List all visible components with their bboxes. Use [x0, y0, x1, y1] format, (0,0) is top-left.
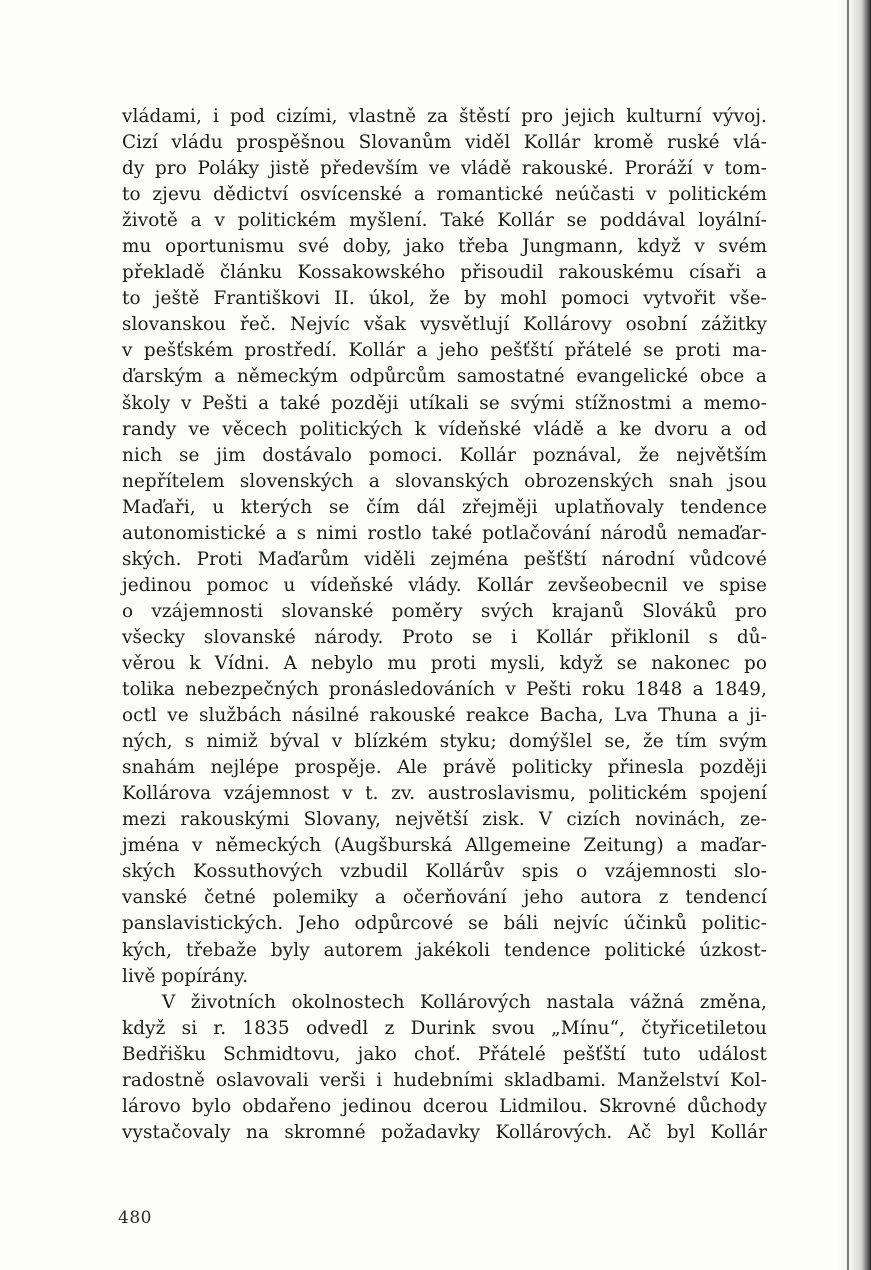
text-line: Cizí vládu prospěšnou Slovanům viděl Kollár kromě ruské vlá- [122, 132, 767, 154]
text-line: octl ve službách násilné rakouské reakce Bacha, Lva Thuna a ji- [122, 705, 767, 727]
text-line: Kollárova vzájemnost v t. zv. austroslavismu, politickém spojení [122, 783, 767, 805]
text-line: tolika nebezpečných pronásledováních v Pešti roku 1848 a 1849, [122, 679, 767, 701]
spine-edge [847, 0, 849, 1270]
text-line: radostně oslavovali verši i hudebními skladbami. Manželství Kol- [122, 1069, 767, 1091]
text-line: lárovo bylo obdařeno jedinou dcerou Lidmilou. Skrovné důchody [122, 1095, 767, 1117]
text-line: ných, s nimiž býval v blízkém styku; domýšlel se, že tím svým [122, 731, 767, 753]
text-line: ských. Proti Maďarům viděli zejména pešťští národní vůdcové [122, 548, 767, 570]
text-line: vystačovaly na skromné požadavky Kollárových. Ač byl Kollár [122, 1121, 767, 1143]
text-line: jména v německých (Augšburská Allgemeine Zeitung) a maďar- [122, 835, 767, 857]
text-line: to zjevu dědictví osvícenské a romantické neúčasti v politickém [122, 184, 767, 206]
page-number: 480 [118, 1208, 152, 1228]
text-line: všecky slovanské národy. Proto se i Kollár přiklonil s dů- [122, 626, 767, 648]
text-line: slovanskou řeč. Nejvíc však vysvětlují Kollárovy osobní zážitky [122, 314, 767, 336]
text-line: randy ve věcech politických k vídeňské vládě a ke dvoru a od [122, 418, 767, 440]
text-line: vládami, i pod cizími, vlastně za štěstí pro jejich kulturní vývoj. [122, 106, 767, 127]
text-line: autonomistické a s nimi rostlo také potlačování národů nemaďar- [122, 522, 767, 544]
text-line: Bedřišku Schmidtovu, jako choť. Přátelé pešťští tuto událost [122, 1043, 767, 1065]
text-line: věrou k Vídni. A nebylo mu proti mysli, když se nakonec po [122, 652, 767, 674]
body-text [122, 104, 767, 1146]
text-line: nepřítelem slovenských a slovanských obrozenských snah jsou [122, 470, 767, 492]
text-line: když si r. 1835 odvedl z Durink svou „Mínu“, čtyřicetiletou [122, 1017, 767, 1039]
text-line: snahám nejlépe prospěje. Ale právě politicky přinesla později [122, 757, 767, 779]
text-line: v pešťském prostředí. Kollár a jeho pešťští přátelé se proti ma- [122, 340, 767, 362]
text-line: nich se jim dostávalo pomoci. Kollár poznával, že největším [122, 444, 767, 466]
text-line: ských Kossuthových vzbudil Kollárův spis o vzájemnosti slo- [122, 861, 767, 883]
text-line: V životních okolnostech Kollárových nastala vážná změna, [162, 991, 767, 1013]
text-line: kých, třebaže byly autorem jakékoli tendence politické úzkost- [122, 939, 767, 961]
text-line: Maďaři, u kterých se čím dál zřejměji uplatňovaly tendence [122, 496, 767, 518]
text-line: to ještě Františkovi II. úkol, že by mohl pomoci vytvořit vše- [122, 288, 767, 310]
text-line: livě popírány. [122, 965, 249, 987]
text-line: vanské četné polemiky a očerňování jeho autora z tendencí [122, 887, 767, 909]
text-line: překladě článku Kossakowského přisoudil rakouskému císaři a [122, 262, 767, 284]
text-line: životě a v politickém myšlení. Také Kollár se poddával loyální- [122, 210, 767, 232]
text-line: o vzájemnosti slovanské poměry svých krajanů Slováků pro [122, 600, 767, 622]
text-line: dy pro Poláky jistě především ve vládě rakouské. Proráží v tom- [122, 158, 767, 180]
text-line: mezi rakouskými Slovany, největší zisk. V cizích novinách, ze- [122, 809, 767, 831]
text-line: školy v Pešti a také později utíkali se svými stížnostmi a memo- [122, 392, 767, 414]
text-line: panslavistických. Jeho odpůrcové se báli nejvíc účinků politic- [122, 913, 767, 935]
spine-shadow [837, 0, 871, 1270]
text-line: mu oportunismu své doby, jako třeba Jungmann, když v svém [122, 236, 767, 258]
text-line: jedinou pomoc u vídeňské vlády. Kollár zevšeobecnil ve spise [122, 574, 767, 596]
text-line: ďarským a německým odpůrcům samostatné evangelické obce a [122, 366, 767, 388]
